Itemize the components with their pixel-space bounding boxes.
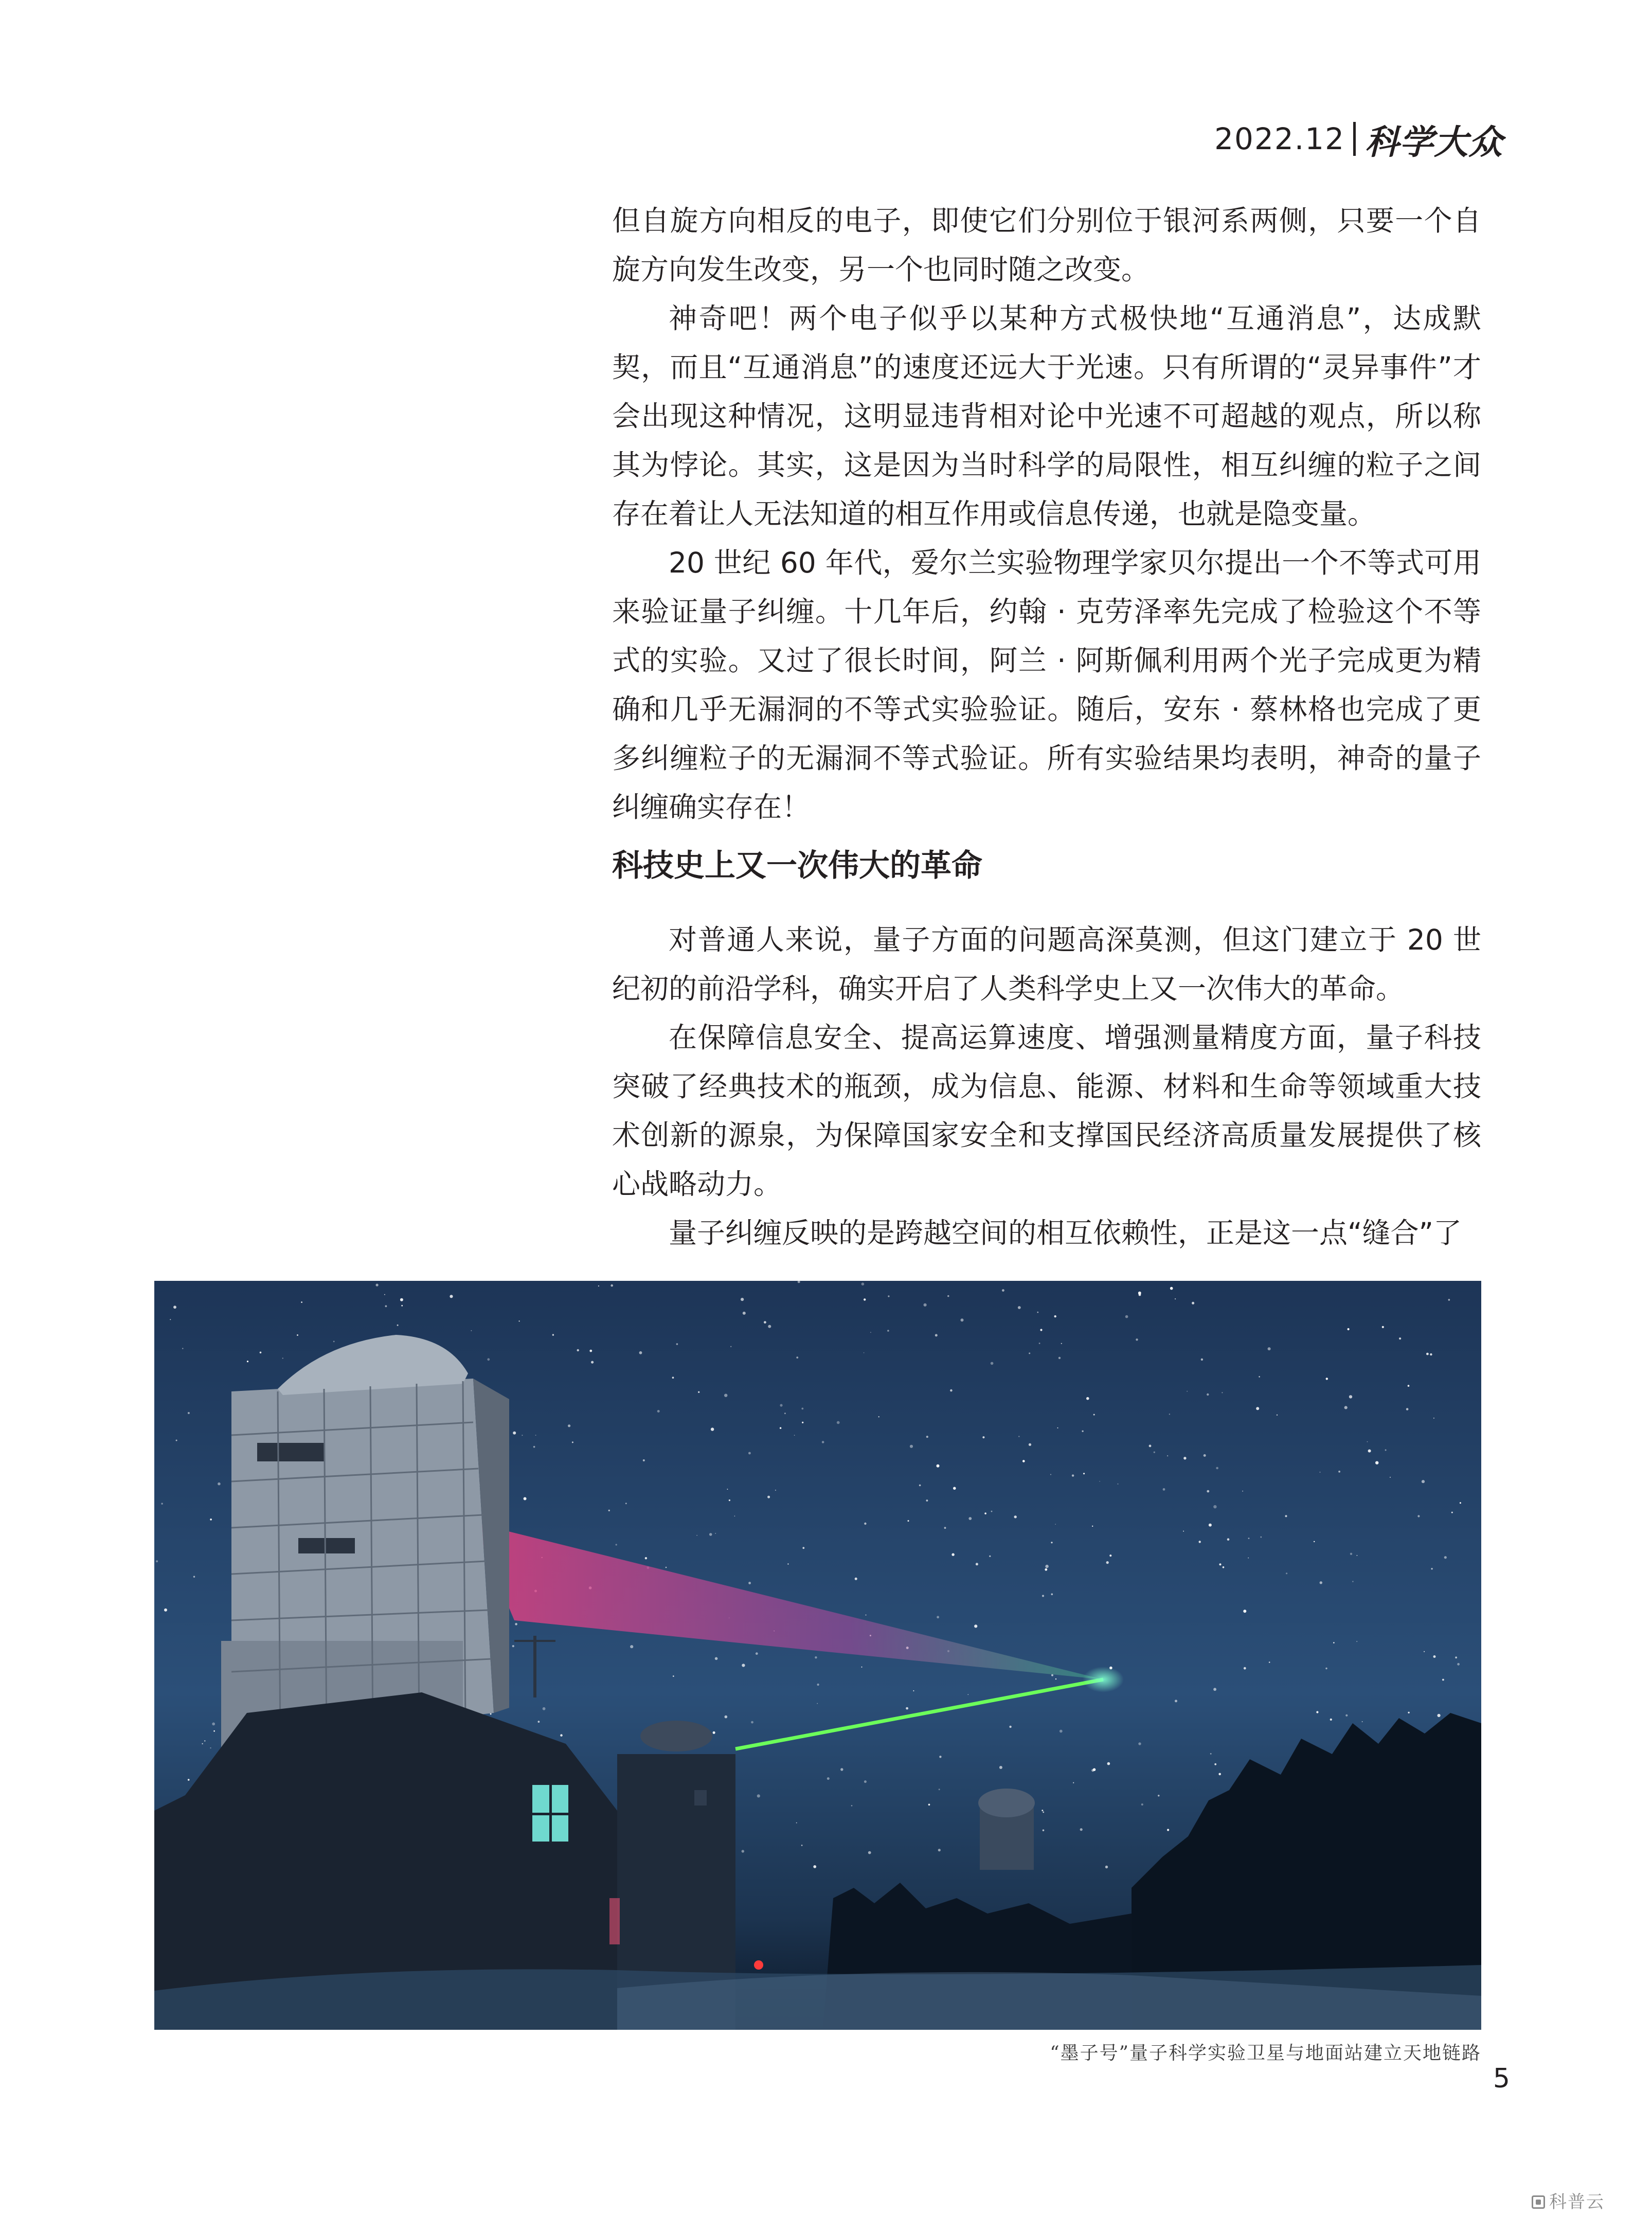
photo-caption: “墨子号”量子科学实验卫星与地面站建立天地链路 — [1050, 2043, 1481, 2064]
issue-header — [1214, 116, 1503, 162]
magazine-logo: 科学大众 — [1365, 121, 1503, 162]
paragraph: 20 世纪 60 年代，爱尔兰实验物理学家贝尔提出一个不等式可用来验证量子纠缠。十几年后，约翰 · 克劳泽率先完成了检验这个不等式的实验。又过了很长时间，阿兰 · 阿斯佩利用两个光子完成更为精确和几乎无漏洞的不等式实验验证。随后，安东 · 蔡林格也完成了更多纠缠粒子的无漏洞不等式验证。所有实验结果均表明，神奇的量子纠缠确实存在！ — [612, 546, 1481, 824]
page-number: 5 — [1493, 2063, 1510, 2094]
paragraph: 对普通人来说，量子方面的问题高深莫测，但这门建立于 20 世纪初的前沿学科，确实开启了人类科学史上又一次伟大的革命。 — [612, 923, 1481, 1005]
header-divider — [1353, 122, 1356, 156]
article-body-mid — [612, 916, 1481, 1258]
paragraph: 量子纠缠反映的是跨越空间的相互依赖性，正是这一点“缝合”了 — [669, 1217, 1462, 1249]
watermark — [1532, 2189, 1605, 2215]
paragraph: 但自旋方向相反的电子，即使它们分别位于银河系两侧，只要一个自旋方向发生改变，另一个也同时随之改变。 — [612, 204, 1481, 286]
night-sky-illustration — [154, 1281, 1481, 2030]
observatory-tower — [221, 1335, 509, 1759]
watermark-logo-icon — [1532, 2195, 1545, 2209]
watermark-text: 科普云 — [1549, 2192, 1605, 2212]
observatory-laser-photo — [154, 1281, 1481, 2030]
article-body-top — [612, 196, 1481, 832]
issue-date: 2022.12 — [1214, 121, 1345, 156]
red-indicator-light — [754, 1960, 763, 1970]
paragraph: 神奇吧！两个电子似乎以某种方式极快地“互通消息”，达成默契，而且“互通消息”的速度还远大于光速。只有所谓的“灵异事件”才会出现这种情况，这明显违背相对论中光速不可超越的观点，所以称其为悖论。其实，这是因为当时科学的局限性，相互纠缠的粒子之间存在着让人无法知道的相互作用或信息传递，也就是隐变量。 — [612, 302, 1481, 530]
paragraph: 在保障信息安全、提高运算速度、增强测量精度方面，量子科技突破了经典技术的瓶颈，成为信息、能源、材料和生命等领域重大技术创新的源泉，为保障国家安全和支撑国民经济高质量发展提供了核心战略动力。 — [612, 1021, 1481, 1201]
section-heading: 科技史上又一次伟大的革命 — [612, 848, 982, 884]
